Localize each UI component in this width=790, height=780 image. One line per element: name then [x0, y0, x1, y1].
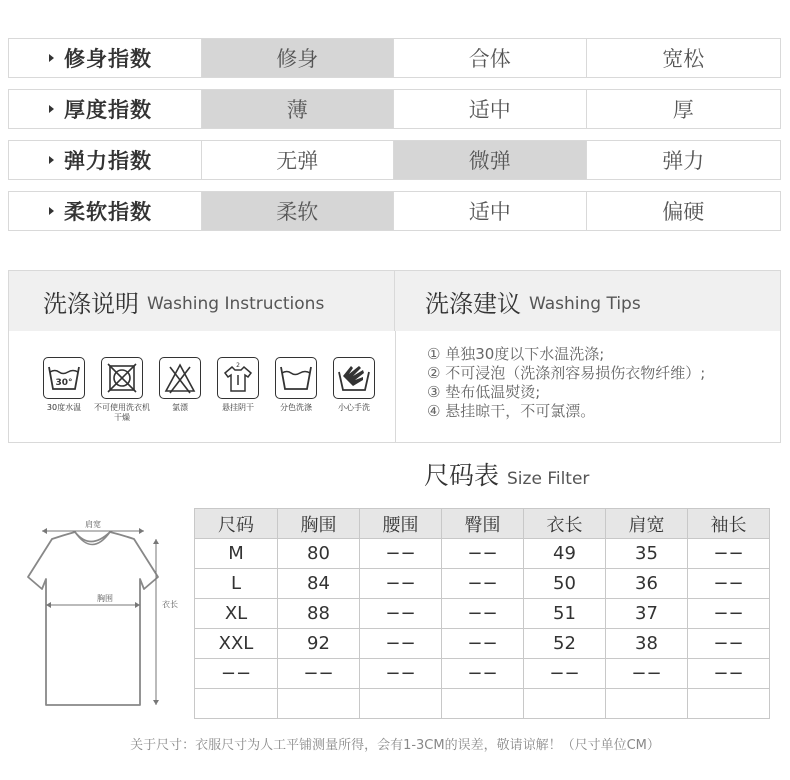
size-row [195, 689, 770, 719]
index-row [8, 191, 781, 231]
size-cell: 37 [606, 599, 688, 629]
size-header-cell: 袖长 [688, 509, 770, 539]
size-cell: −− [688, 629, 770, 659]
size-header-cell: 衣长 [524, 509, 606, 539]
icon-caption: 分色洗涤 [280, 403, 312, 412]
size-cell: −− [688, 569, 770, 599]
size-table-title [424, 456, 589, 492]
washing-tips-list [427, 345, 705, 421]
size-cell [688, 689, 770, 719]
icon-caption: 氯漂 [172, 403, 188, 412]
size-cell: −− [688, 599, 770, 629]
size-cell: XL [195, 599, 278, 629]
size-cell: XXL [195, 629, 278, 659]
index-option: 柔软 [202, 192, 395, 230]
triangle-right-icon [49, 156, 54, 164]
size-cell: −− [442, 569, 524, 599]
icon-item [267, 357, 325, 423]
size-cell: −− [360, 599, 442, 629]
size-cell: L [195, 569, 278, 599]
index-option: 弹力 [662, 149, 705, 173]
hand-wash-icon [333, 357, 375, 399]
index-row [8, 140, 781, 180]
size-cell: −− [688, 659, 770, 689]
size-cell: 52 [524, 629, 606, 659]
size-row [195, 599, 770, 629]
index-row-header [9, 141, 202, 179]
size-cell: M [195, 539, 278, 569]
size-cell [360, 689, 442, 719]
size-cell: 38 [606, 629, 688, 659]
size-cell: −− [360, 539, 442, 569]
size-cell [442, 689, 524, 719]
size-cell: −− [606, 659, 688, 689]
size-cell: −− [195, 659, 278, 689]
washing-title-en: Washing Instructions [147, 294, 325, 314]
index-row [8, 89, 781, 129]
wash-temp-text: 30° [55, 378, 73, 388]
icon-caption: 小心手洗 [338, 403, 370, 412]
index-option: 合体 [394, 39, 587, 77]
tip-item: ② 不可浸泡（洗涤剂容易损伤衣物纤维）; [427, 364, 706, 382]
size-cell: 92 [278, 629, 360, 659]
size-header-cell: 臀围 [442, 509, 524, 539]
index-option: 宽松 [662, 47, 705, 71]
length-label: 衣长 [162, 600, 178, 609]
size-cell: 84 [278, 569, 360, 599]
washing-title-zh: 洗涤说明 [43, 289, 139, 318]
size-cell: −− [524, 659, 606, 689]
size-cell: −− [442, 599, 524, 629]
size-cell [606, 689, 688, 719]
washing-instructions-header [9, 271, 395, 331]
triangle-right-icon [49, 207, 54, 215]
triangle-right-icon [49, 105, 54, 113]
index-option: 薄 [202, 90, 395, 128]
size-cell: 51 [524, 599, 606, 629]
size-note: 关于尺寸：衣服尺寸为人工平铺测量所得，会有1-3CM的误差，敬请谅解！（尺寸单位CM） [130, 738, 660, 753]
tip-item: ④ 悬挂晾干，不可氯漂。 [427, 402, 596, 420]
no-bleach-icon [159, 357, 201, 399]
chest-label: 胸围 [97, 594, 113, 603]
tips-title-en: Washing Tips [529, 294, 641, 314]
index-row-header [9, 39, 202, 77]
size-cell: −− [360, 569, 442, 599]
index-row-header [9, 90, 202, 128]
triangle-right-icon [49, 54, 54, 62]
tip-item: ① 单独30度以下水温洗涤; [427, 345, 605, 363]
tip-item: ③ 垫布低温熨烫; [427, 383, 541, 401]
size-cell: −− [688, 539, 770, 569]
size-cell: 35 [606, 539, 688, 569]
size-table [194, 508, 770, 719]
divider [395, 331, 396, 442]
icon-caption: 不可使用洗衣机干燥 [94, 403, 150, 422]
index-label: 修身指数 [64, 47, 152, 71]
size-cell: 88 [278, 599, 360, 629]
shoulder-label: 肩宽 [85, 520, 101, 529]
size-cell: 50 [524, 569, 606, 599]
size-cell: 36 [606, 569, 688, 599]
size-row [195, 659, 770, 689]
size-cell: −− [360, 659, 442, 689]
icon-item [151, 357, 209, 423]
washing-tips-header [395, 271, 780, 331]
size-header-cell: 肩宽 [606, 509, 688, 539]
index-option: 适中 [394, 192, 587, 230]
size-cell: −− [360, 629, 442, 659]
index-option: 修身 [202, 39, 395, 77]
icon-item [209, 357, 267, 423]
size-cell: 49 [524, 539, 606, 569]
size-title-en: Size Filter [507, 469, 590, 489]
size-row [195, 539, 770, 569]
icon-caption: 悬挂阴干 [222, 403, 254, 412]
tips-title-zh: 洗涤建议 [425, 289, 521, 318]
separate-wash-icon [275, 357, 317, 399]
index-row-header [9, 192, 202, 230]
hang-dry-icon [217, 357, 259, 399]
size-cell: −− [442, 629, 524, 659]
index-option: 微弹 [394, 141, 587, 179]
index-label: 柔软指数 [64, 200, 152, 224]
washing-icons [35, 357, 383, 423]
size-row [195, 569, 770, 599]
size-row [195, 629, 770, 659]
tshirt-diagram [20, 517, 190, 717]
wash-30-icon [43, 357, 85, 399]
svg-text:2: 2 [236, 362, 240, 369]
index-option: 偏硬 [662, 200, 705, 224]
washing-section [8, 270, 781, 443]
no-tumble-dry-icon [101, 357, 143, 399]
size-title-zh: 尺码表 [424, 461, 500, 490]
index-row [8, 38, 781, 78]
index-option: 无弹 [202, 141, 395, 179]
size-header-cell: 尺码 [195, 509, 278, 539]
icon-item [35, 357, 93, 423]
size-cell: −− [278, 659, 360, 689]
icon-item [325, 357, 383, 423]
size-cell [278, 689, 360, 719]
size-cell: −− [442, 659, 524, 689]
size-cell: −− [442, 539, 524, 569]
icon-item [93, 357, 151, 423]
index-option: 适中 [394, 90, 587, 128]
index-label: 弹力指数 [64, 149, 152, 173]
size-header-cell: 胸围 [278, 509, 360, 539]
size-cell: 80 [278, 539, 360, 569]
size-cell [195, 689, 278, 719]
size-cell [524, 689, 606, 719]
index-option: 厚 [672, 98, 694, 122]
icon-caption: 30度水温 [46, 403, 82, 412]
index-label: 厚度指数 [64, 98, 152, 122]
size-header-cell: 腰围 [360, 509, 442, 539]
